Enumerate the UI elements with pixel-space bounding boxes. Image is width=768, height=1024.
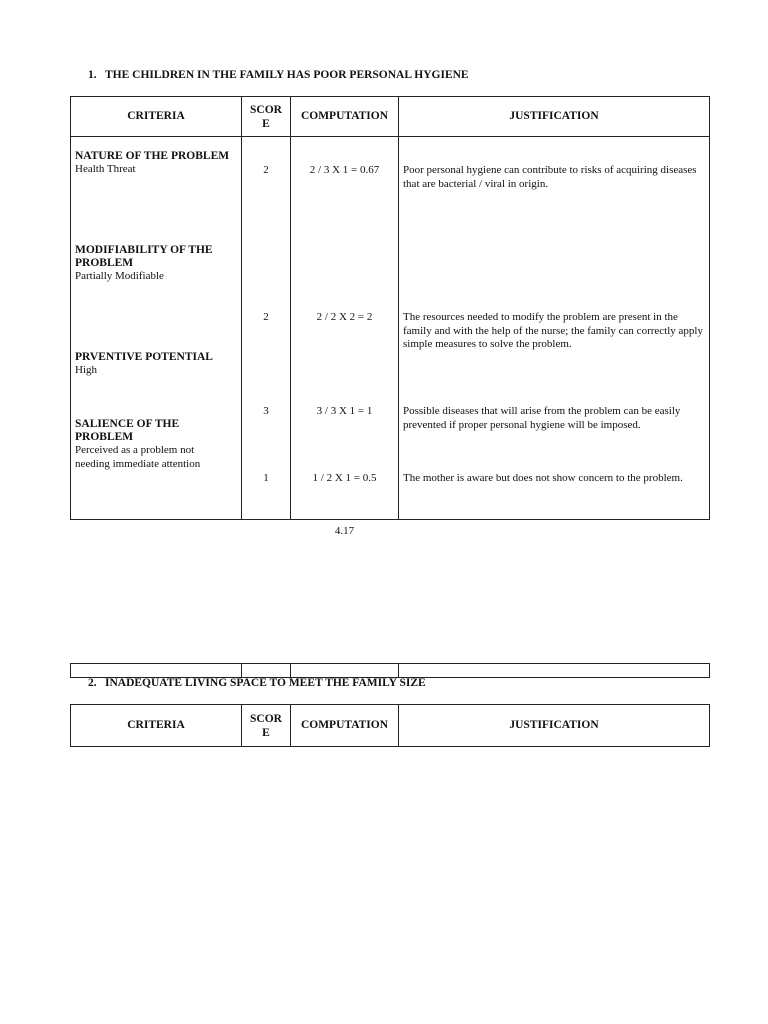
criteria-subtitle: Health Threat <box>75 163 136 175</box>
criteria-subtitle: High <box>75 364 97 376</box>
score-value: 1 <box>263 472 269 484</box>
computation-value: 1 / 2 X 1 = 0.5 <box>312 472 377 484</box>
table-body-row <box>71 137 710 520</box>
score-value: 2 <box>263 311 269 323</box>
section-2-title: INADEQUATE LIVING SPACE TO MEET THE FAMILY SIZE <box>105 677 426 689</box>
section-1-table <box>70 96 710 537</box>
empty-cell <box>399 664 710 678</box>
justification-text: Possible diseases that will arise from the problem can be easily prevented if proper personal hygiene will be imposed. <box>403 405 681 431</box>
justification-column <box>399 137 710 520</box>
justification-text: Poor personal hygiene can contribute to risks of acquiring diseases that are bacterial / viral in origin. <box>403 164 697 190</box>
computation-column <box>291 137 399 537</box>
score-column <box>242 137 291 520</box>
empty-row <box>71 664 710 678</box>
criteria-header: CRITERIA <box>71 97 242 137</box>
criteria-subtitle: Partially Modifiable <box>75 270 164 282</box>
section-2-heading <box>88 677 426 689</box>
section-1-heading <box>88 69 469 81</box>
criteria-title: NATURE OF THE PROBLEM <box>75 150 230 162</box>
justification-header: JUSTIFICATION <box>399 705 710 747</box>
criteria-title: PRVENTIVE POTENTIAL <box>75 351 213 363</box>
empty-cell <box>291 664 399 678</box>
computation-header: COMPUTATION <box>291 97 399 137</box>
criteria-preventive <box>75 351 241 378</box>
criteria-salience <box>75 418 215 471</box>
section-1-number: 1. <box>88 69 97 81</box>
criteria-column <box>71 137 242 520</box>
computation-value: 2 / 3 X 1 = 0.67 <box>309 164 380 176</box>
empty-cell <box>242 664 291 678</box>
score-header: SCOR E <box>242 97 291 137</box>
section-2-number: 2. <box>88 677 97 689</box>
criteria-title: SALIENCE OF THE PROBLEM <box>75 418 180 443</box>
total-score: 4.17 <box>334 525 355 537</box>
section-1-title: THE CHILDREN IN THE FAMILY HAS POOR PERSONAL HYGIENE <box>105 69 469 81</box>
table-header-row <box>71 705 710 747</box>
score-header: SCOR E <box>242 705 291 747</box>
score-value: 2 <box>263 164 269 176</box>
score-value: 3 <box>263 405 269 417</box>
empty-table-strip <box>70 663 710 678</box>
criteria-subtitle: Perceived as a problem not needing immediate attention <box>75 444 201 470</box>
table-header-row <box>71 97 710 137</box>
computation-value: 3 / 3 X 1 = 1 <box>316 405 373 417</box>
justification-text: The mother is aware but does not show concern to the problem. <box>403 472 683 484</box>
criteria-nature <box>75 150 241 177</box>
justification-text: The resources needed to modify the problem are present in the family and with the help of the nurse; the family can correctly apply simple measures to solve the problem. <box>403 311 703 350</box>
computation-header: COMPUTATION <box>291 705 399 747</box>
criteria-title: MODIFIABILITY OF THE PROBLEM <box>75 244 213 269</box>
justification-header: JUSTIFICATION <box>399 97 710 137</box>
computation-value: 2 / 2 X 2 = 2 <box>316 311 373 323</box>
section-2-table <box>70 704 710 747</box>
criteria-modifiability <box>75 244 225 284</box>
criteria-header: CRITERIA <box>71 705 242 747</box>
empty-cell <box>71 664 242 678</box>
